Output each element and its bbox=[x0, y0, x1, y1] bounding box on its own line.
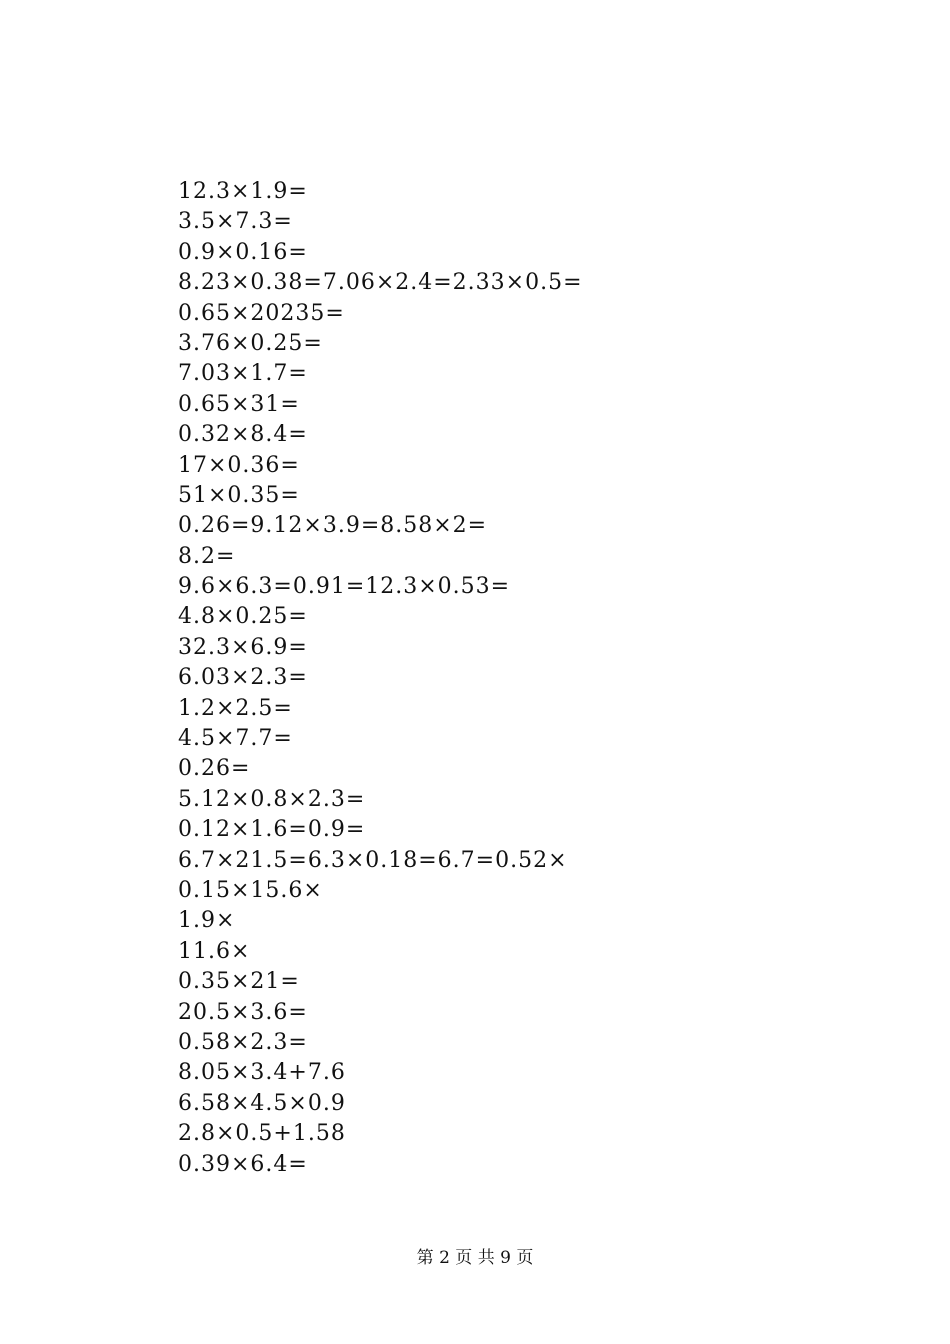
exercise-line: 0.39×6.4= bbox=[178, 1151, 308, 1177]
exercise-line: 6.58×4.5×0.9 bbox=[178, 1090, 346, 1116]
exercise-line: 32.3×6.9= bbox=[178, 634, 308, 660]
exercise-line: 8.05×3.4+7.6 bbox=[178, 1060, 346, 1086]
exercise-line: 3.76×0.25= bbox=[178, 330, 323, 356]
exercise-line: 0.65×20235= bbox=[178, 300, 345, 326]
exercise-line: 8.2= bbox=[178, 543, 236, 569]
exercise-line: 6.7×21.5=6.3×0.18=6.7=0.52× bbox=[178, 847, 568, 873]
exercise-line: 4.5×7.7= bbox=[178, 726, 293, 752]
exercise-line: 7.03×1.7= bbox=[178, 361, 308, 387]
exercise-line: 8.23×0.38=7.06×2.4=2.33×0.5= bbox=[178, 270, 583, 296]
exercise-line: 51×0.35= bbox=[178, 482, 300, 508]
exercise-line: 0.15×15.6× bbox=[178, 877, 323, 903]
exercise-line: 1.2×2.5= bbox=[178, 695, 293, 721]
exercise-line: 0.26= bbox=[178, 756, 251, 782]
exercise-line: 0.58×2.3= bbox=[178, 1029, 308, 1055]
exercise-line: 0.32×8.4= bbox=[178, 422, 308, 448]
exercise-line: 11.6× bbox=[178, 938, 251, 964]
exercise-line: 5.12×0.8×2.3= bbox=[178, 786, 366, 812]
exercise-line: 17×0.36= bbox=[178, 452, 300, 478]
exercise-line: 4.8×0.25= bbox=[178, 604, 308, 630]
exercise-line: 3.5×7.3= bbox=[178, 209, 293, 235]
exercise-line: 2.8×0.5+1.58 bbox=[178, 1121, 346, 1147]
exercise-line: 0.35×21= bbox=[178, 969, 300, 995]
exercise-line: 20.5×3.6= bbox=[178, 999, 308, 1025]
exercise-line: 9.6×6.3=0.91=12.3×0.53= bbox=[178, 574, 511, 600]
page-footer: 第 2 页 共 9 页 bbox=[416, 1248, 534, 1268]
exercise-line: 0.9×0.16= bbox=[178, 239, 308, 265]
exercise-line: 0.26=9.12×3.9=8.58×2= bbox=[178, 513, 488, 539]
exercise-line: 1.9× bbox=[178, 908, 236, 934]
exercise-line: 0.12×1.6=0.9= bbox=[178, 817, 366, 843]
exercise-line: 0.65×31= bbox=[178, 391, 300, 417]
exercise-line: 6.03×2.3= bbox=[178, 665, 308, 691]
exercise-line: 12.3×1.9= bbox=[178, 179, 308, 204]
exercise-list bbox=[178, 177, 878, 1180]
